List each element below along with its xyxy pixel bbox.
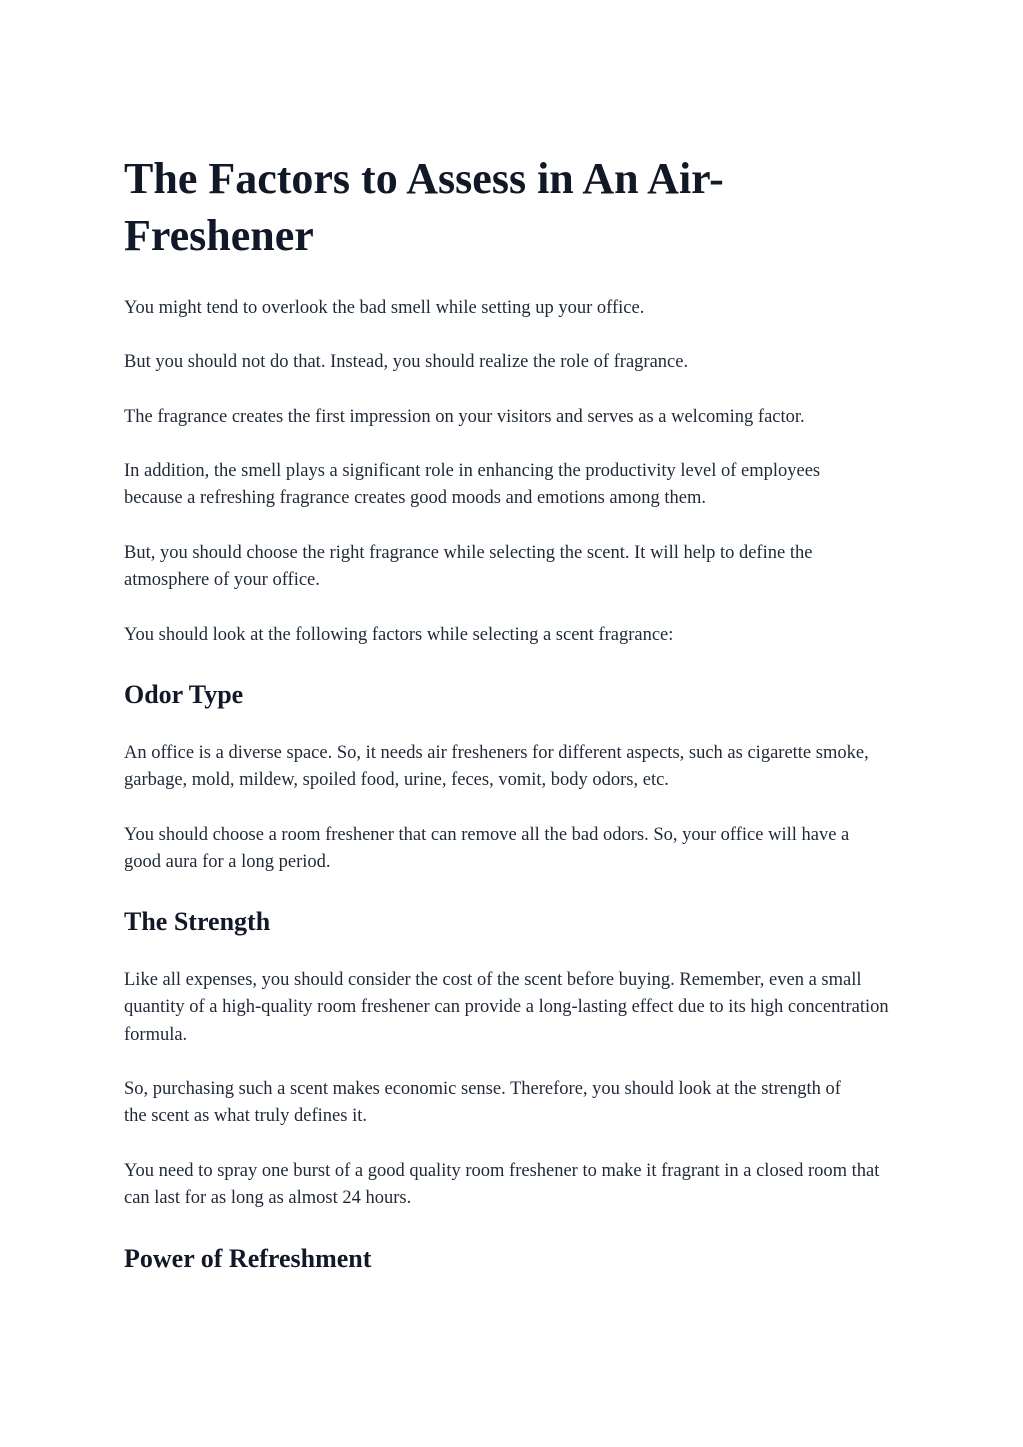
section-heading-power-of-refreshment: Power of Refreshment: [124, 1244, 372, 1273]
intro-paragraph-2: But you should not do that. Instead, you should realize the role of fragrance.: [124, 352, 689, 372]
section-paragraph: So, purchasing such a scent makes economic sense. Therefore, you should look at the strength of the scent as what truly defines it.: [124, 1079, 841, 1127]
section-heading-odor-type: Odor Type: [124, 680, 244, 709]
page-title: The Factors to Assess in An Air-Freshener: [124, 154, 724, 260]
intro-paragraph-6: You should look at the following factors while selecting a scent fragrance:: [124, 625, 674, 645]
section-paragraph: You need to spray one burst of a good quality room freshener to make it fragrant in a closed room that can last for as long as almost 24 hours.: [124, 1161, 880, 1209]
intro-paragraph-3: The fragrance creates the first impression on your visitors and serves as a welcoming factor.: [124, 407, 805, 427]
section-heading-strength: The Strength: [124, 907, 271, 936]
intro-paragraph-5: But, you should choose the right fragrance while selecting the scent. It will help to define the atmosphere of your office.: [124, 543, 813, 591]
intro-paragraph-1: You might tend to overlook the bad smell while setting up your office.: [124, 298, 645, 318]
section-paragraph: An office is a diverse space. So, it needs air fresheners for different aspects, such as cigarette smoke, garbage, mold, mildew, spoiled food, urine, feces, vomit, body odors, etc.: [124, 743, 869, 791]
intro-paragraph-4: In addition, the smell plays a significant role in enhancing the productivity level of employees because a refreshing fragrance creates good moods and emotions among them.: [124, 461, 821, 509]
section-paragraph: You should choose a room freshener that can remove all the bad odors. So, your office will have a good aura for a long period.: [124, 825, 850, 873]
section-paragraph: Like all expenses, you should consider the cost of the scent before buying. Remember, even a small quantity of a high-quality room freshener can provide a long-lasting effect due to its high concentration formula.: [124, 970, 889, 1045]
